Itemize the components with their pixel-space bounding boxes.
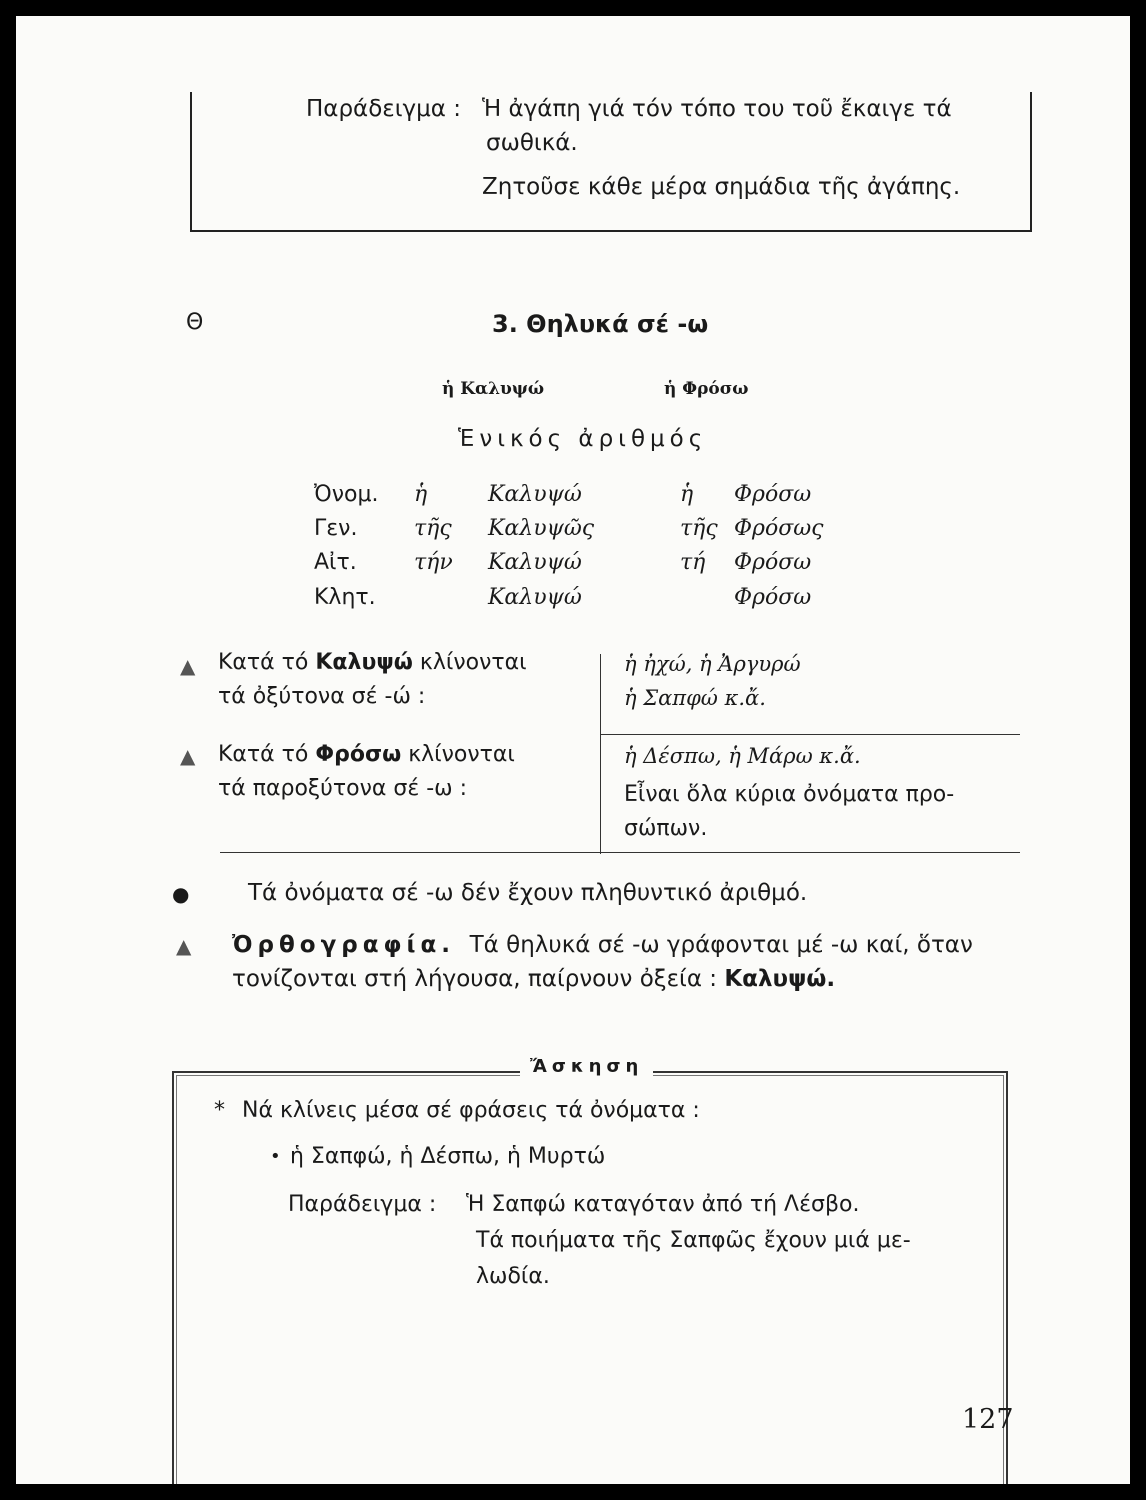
rule-2-example1: ἡ Δέσπω, ἡ Μάρω κ.ἄ.	[624, 744, 861, 768]
rule-1-example1: ἡ ἠχώ, ἡ Ἀργυρώ	[624, 652, 801, 676]
rules-divider-mid	[600, 734, 1020, 735]
article-2: ἡ	[680, 482, 694, 507]
article-1: τήν	[414, 550, 453, 575]
rules-divider-vertical	[600, 654, 601, 854]
form-1: Καλυψώ	[488, 550, 582, 575]
top-example-line1: Ἡ ἀγάπη γιά τόν τόπο του τοῦ ἔκαιγε τά	[482, 96, 952, 122]
form-2: Φρόσω	[734, 550, 812, 575]
exercise-example-line1: Ἡ Σαπφώ καταγόταν ἀπό τή Λέσβο.	[466, 1192, 860, 1217]
case-label: Κλητ.	[314, 585, 376, 610]
form-2: Φρόσω	[734, 585, 812, 610]
asterisk-icon: *	[214, 1098, 225, 1123]
rule-2-line1: Κατά τό Φρόσω κλίνονται	[218, 742, 515, 767]
triangle-icon: ▲	[180, 744, 196, 768]
exercise-title: Ἄσκηση	[520, 1056, 653, 1077]
top-example-line2: σωθικά.	[486, 130, 578, 156]
rule-2-line2: τά παροξύτονα σέ -ω :	[218, 776, 467, 801]
bullet-icon: •	[270, 1146, 281, 1167]
exercise-example-label: Παράδειγμα :	[288, 1192, 437, 1217]
rule-1-line1: Κατά τό Καλυψώ κλίνονται	[218, 650, 527, 675]
rule-2-example3: σώπων.	[624, 816, 708, 841]
rule-1-example2: ἡ Σαπφώ κ.ἄ.	[624, 686, 766, 710]
col1-header: ἡ Καλυψώ	[442, 379, 545, 399]
orthography-line1: Ὀρθογραφία. Τά θηλυκά σέ -ω γράφονται μέ -ω καί, ὅταν	[232, 932, 973, 958]
exercise-instruction: Νά κλίνεις μέσα σέ φράσεις τά ὀνόματα :	[242, 1098, 700, 1123]
form-1: Καλυψῶς	[488, 516, 595, 541]
textbook-page	[16, 16, 1130, 1484]
article-2: τῆς	[680, 516, 718, 541]
page-number: 127	[962, 1404, 1014, 1435]
rule-1-line2: τά ὀξύτονα σέ -ώ :	[218, 684, 426, 709]
triangle-icon: ▲	[180, 654, 196, 678]
top-example-label: Παράδειγμα :	[306, 96, 461, 122]
section-title: 3. Θηλυκά σέ -ω	[492, 310, 709, 338]
form-1: Καλυψώ	[488, 585, 582, 610]
exercise-example-line3: λωδία.	[476, 1264, 550, 1289]
plural-note: Τά ὀνόματα σέ -ω δέν ἔχουν πληθυντικό ἀριθμό.	[248, 880, 808, 906]
exercise-box-inner	[176, 1075, 1004, 1484]
case-label: Γεν.	[314, 516, 358, 541]
form-1: Καλυψώ	[488, 482, 582, 507]
rule-2-example2: Εἶναι ὅλα κύρια ὀνόματα προ-	[624, 782, 955, 807]
circle-bullet-icon: ●	[172, 882, 190, 906]
number-title: Ἑνικός ἀριθμός	[458, 426, 708, 452]
article-1: ἡ	[414, 482, 428, 507]
exercise-example-line2: Τά ποιήματα τῆς Σαπφῶς ἔχουν μιά με-	[476, 1228, 911, 1253]
form-2: Φρόσως	[734, 516, 824, 541]
article-1: τῆς	[414, 516, 452, 541]
form-2: Φρόσω	[734, 482, 812, 507]
top-example-line3: Ζητοῦσε κάθε μέρα σημάδια τῆς ἀγάπης.	[482, 174, 961, 200]
section-marker: Θ	[186, 310, 204, 335]
case-label: Ὀνομ.	[314, 482, 379, 507]
orthography-line2: τονίζονται στή λήγουσα, παίρνουν ὀξεία : Καλυψώ.	[232, 966, 836, 992]
case-label: Αἰτ.	[314, 550, 357, 575]
triangle-icon: ▲	[176, 934, 192, 958]
rules-divider-bottom	[220, 852, 1020, 853]
col2-header: ἡ Φρόσω	[664, 379, 749, 399]
article-2: τή	[680, 550, 706, 575]
exercise-names: ἡ Σαπφώ, ἡ Δέσπω, ἡ Μυρτώ	[290, 1144, 606, 1169]
